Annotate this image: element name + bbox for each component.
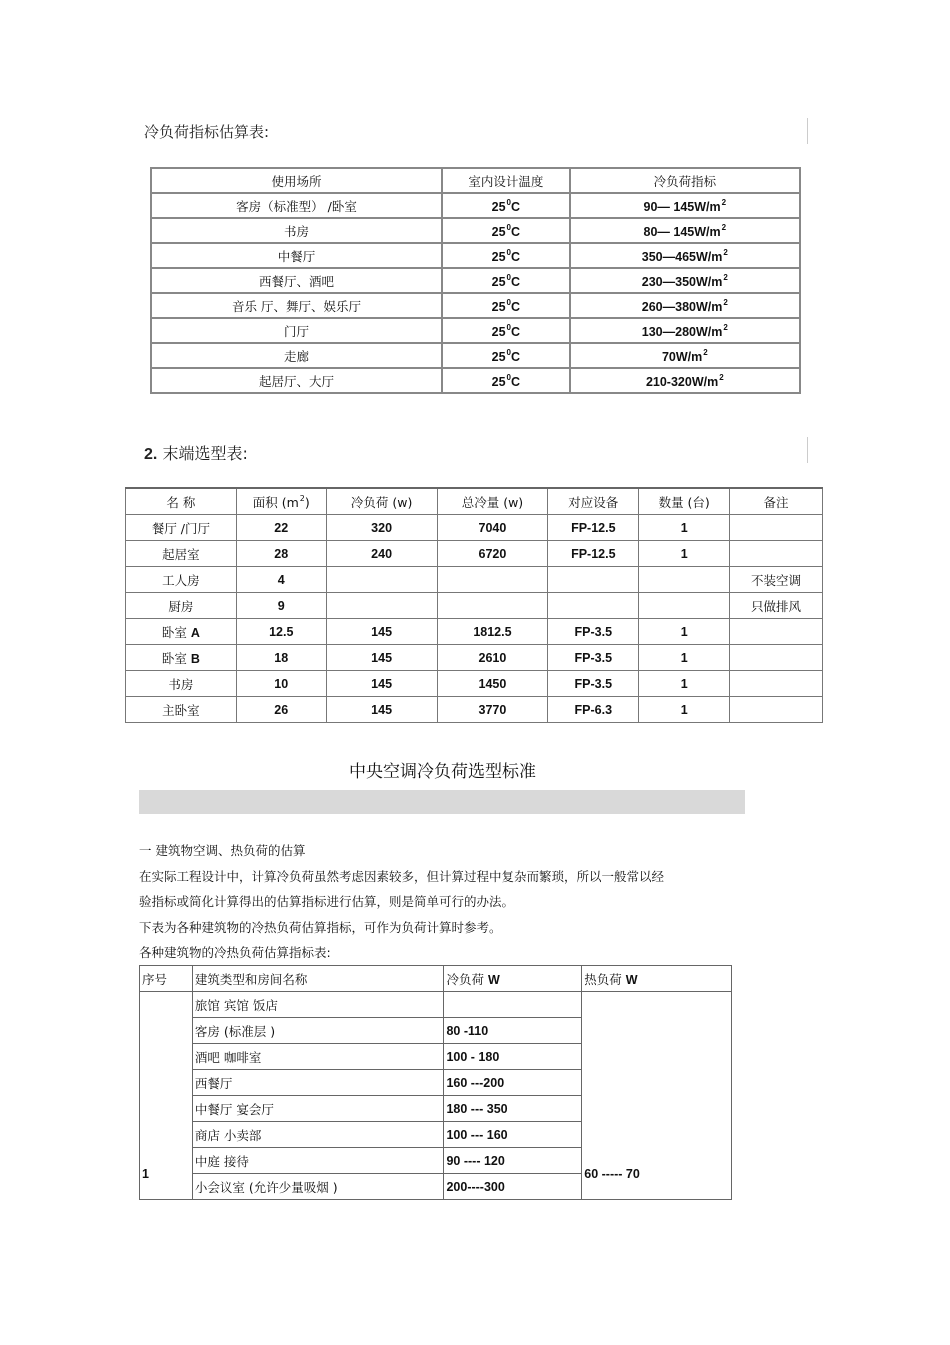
equip-cell: FP-3.5 [548, 645, 639, 671]
table-row [151, 243, 800, 268]
load-value: 80— 145W/m [643, 224, 721, 239]
table-row [140, 992, 732, 1018]
load-cell [326, 567, 437, 593]
header-load: 冷负荷指标 [570, 168, 800, 193]
load-sup: 2 [723, 247, 728, 257]
load-cell [570, 268, 800, 293]
table-row [126, 619, 823, 645]
cold-load-cell: 100 - 180 [444, 1044, 582, 1070]
load-value: 130—280W/m [641, 324, 723, 339]
equip-cell: FP-3.5 [548, 671, 639, 697]
paragraph-line: 各种建筑物的冷热负荷估算指标表: [139, 945, 331, 960]
note-cell [730, 619, 823, 645]
table-row [151, 268, 800, 293]
table-row [151, 368, 800, 393]
place-cell: 起居厅、大厅 [151, 368, 442, 393]
equip-cell: FP-12.5 [548, 541, 639, 567]
cold-load-cell [444, 992, 582, 1018]
equip-cell [548, 593, 639, 619]
header-cold-label: 冷负荷 [446, 971, 484, 987]
load-value: 210-320W/m [645, 374, 719, 389]
load-value: 70W/m [661, 349, 703, 364]
name-cell [126, 645, 237, 671]
load-cell: 145 [326, 619, 437, 645]
section2-number: 2. [144, 446, 158, 463]
total-cell: 1812.5 [437, 619, 548, 645]
area-cell: 28 [236, 541, 326, 567]
room-name-cell: 旅馆 宾馆 饭店 [192, 992, 444, 1018]
temp-cell [442, 193, 570, 218]
name-cell [126, 567, 237, 593]
name-cell [126, 541, 237, 567]
room-name-cell: 商店 小卖部 [192, 1122, 444, 1148]
load-sup: 2 [723, 322, 728, 332]
area-cell: 4 [236, 567, 326, 593]
table-row [151, 343, 800, 368]
load-cell [570, 368, 800, 393]
header-equip: 对应设备 [548, 488, 639, 515]
cold-load-cell: 90 ---- 120 [444, 1148, 582, 1174]
place-cell: 走廊 [151, 343, 442, 368]
name-cell [126, 515, 237, 541]
degree-sup: 0 [506, 247, 511, 257]
cold-load-cell: 200----300 [444, 1174, 582, 1200]
name-text: 厨房 [168, 598, 194, 614]
header-heat [582, 966, 732, 992]
temp-value: 25 [491, 324, 506, 339]
temp-unit: C [510, 324, 521, 339]
cold-load-cell: 100 --- 160 [444, 1122, 582, 1148]
degree-sup: 0 [506, 322, 511, 332]
place-cell: 客房（标准型） /卧室 [151, 193, 442, 218]
temp-value: 25 [491, 224, 506, 239]
table-header-row [151, 168, 800, 193]
area-cell: 9 [236, 593, 326, 619]
note-cell [730, 697, 823, 723]
room-name-cell: 中餐厅 宴会厅 [192, 1096, 444, 1122]
load-sup: 2 [703, 347, 708, 357]
note-cell [730, 671, 823, 697]
area-sup: 2 [299, 493, 305, 503]
area-cell: 18 [236, 645, 326, 671]
paragraph-line: 下表为各种建筑物的冷热负荷估算指标，可作为负荷计算时参考。 [139, 919, 502, 935]
load-cell [570, 318, 800, 343]
header-total: 总冷量 (w) [437, 488, 548, 515]
note-cell [730, 645, 823, 671]
section2-divider [806, 437, 808, 463]
total-cell [437, 593, 548, 619]
place-cell: 中餐厅 [151, 243, 442, 268]
header-note: 备注 [730, 488, 823, 515]
load-sup: 2 [721, 222, 727, 232]
table-row [151, 318, 800, 343]
equip-cell: FP-6.3 [548, 697, 639, 723]
load-cell: 240 [326, 541, 437, 567]
name-cell [126, 697, 237, 723]
note-cell [730, 515, 823, 541]
load-sup: 2 [723, 272, 728, 282]
building-load-table [139, 965, 732, 1200]
cooling-index-table [150, 167, 801, 394]
temp-cell [442, 268, 570, 293]
note-cell: 只做排风 [730, 593, 823, 619]
total-cell: 1450 [437, 671, 548, 697]
temp-unit: C [510, 199, 521, 214]
total-cell: 3770 [437, 697, 548, 723]
area-cell: 22 [236, 515, 326, 541]
header-area-label: 面积 (m [252, 494, 299, 510]
header-name: 名 称 [126, 488, 237, 515]
area-cell: 12.5 [236, 619, 326, 645]
temp-unit: C [510, 299, 521, 314]
cold-load-cell: 80 -110 [444, 1018, 582, 1044]
total-cell: 2610 [437, 645, 548, 671]
paragraph-line: 一 建筑物空调、热负荷的估算 [139, 843, 306, 858]
name-text: 卧室 [161, 624, 187, 640]
load-cell [570, 193, 800, 218]
table-row [126, 671, 823, 697]
table-row [126, 645, 823, 671]
name-suffix: A [190, 625, 200, 640]
degree-sup: 0 [506, 197, 511, 207]
load-cell [570, 343, 800, 368]
temp-unit: C [510, 224, 521, 239]
table-row [126, 697, 823, 723]
qty-cell [639, 567, 730, 593]
load-sup: 2 [719, 372, 724, 382]
load-sup: 2 [721, 197, 727, 207]
header-place: 使用场所 [151, 168, 442, 193]
area-cell: 26 [236, 697, 326, 723]
equip-cell [548, 567, 639, 593]
name-cell [126, 671, 237, 697]
load-cell [570, 243, 800, 268]
header-load: 冷负荷 (w) [326, 488, 437, 515]
cold-load-cell: 180 --- 350 [444, 1096, 582, 1122]
name-text: 书房 [168, 676, 194, 692]
table-row [126, 515, 823, 541]
name-text: 餐厅 /门厅 [151, 520, 210, 536]
temp-unit: C [510, 374, 521, 389]
table-row [126, 593, 823, 619]
temp-value: 25 [491, 299, 506, 314]
header-type: 建筑类型和房间名称 [192, 966, 444, 992]
room-name-cell: 客房 (标准层 ) [192, 1018, 444, 1044]
temp-cell [442, 293, 570, 318]
group-no-cell: 1 [140, 992, 193, 1200]
area-cell: 10 [236, 671, 326, 697]
qty-cell: 1 [639, 541, 730, 567]
load-sup: 2 [723, 297, 728, 307]
load-cell [326, 593, 437, 619]
equip-cell: FP-3.5 [548, 619, 639, 645]
load-cell: 145 [326, 671, 437, 697]
temp-unit: C [510, 349, 521, 364]
degree-sup: 0 [506, 297, 511, 307]
name-text: 主卧室 [162, 702, 200, 718]
load-value: 230—350W/m [641, 274, 723, 289]
load-value: 260—380W/m [641, 299, 723, 314]
name-text: 工人房 [162, 572, 200, 588]
note-cell: 不装空调 [730, 567, 823, 593]
room-name-cell: 西餐厅 [192, 1070, 444, 1096]
section3-paragraphs [139, 838, 839, 966]
load-cell: 320 [326, 515, 437, 541]
table-row [151, 218, 800, 243]
temp-cell [442, 218, 570, 243]
header-temp: 室内设计温度 [442, 168, 570, 193]
qty-cell: 1 [639, 619, 730, 645]
load-cell: 145 [326, 645, 437, 671]
table-row [151, 293, 800, 318]
temp-value: 25 [491, 374, 506, 389]
temp-value: 25 [491, 274, 506, 289]
temp-cell [442, 343, 570, 368]
temp-value: 25 [491, 199, 506, 214]
note-cell [730, 541, 823, 567]
cold-load-cell: 160 ---200 [444, 1070, 582, 1096]
room-name-cell: 中庭 接待 [192, 1148, 444, 1174]
total-cell: 6720 [437, 541, 548, 567]
qty-cell: 1 [639, 645, 730, 671]
section3-title: 中央空调冷负荷选型标准 [349, 762, 536, 782]
room-name-cell: 小会议室 (允许少量吸烟 ) [192, 1174, 444, 1200]
place-cell: 门厅 [151, 318, 442, 343]
paragraph-line: 在实际工程设计中，计算冷负荷虽然考虑因素较多，但计算过程中复杂而繁琐，所以一般常以经 [139, 868, 665, 884]
heat-load-cell: 60 ----- 70 [582, 992, 732, 1200]
name-text: 起居室 [162, 546, 200, 562]
header-heat-unit: W [625, 972, 638, 987]
temp-cell [442, 243, 570, 268]
name-text: 卧室 [161, 650, 187, 666]
temp-unit: C [510, 249, 521, 264]
temp-value: 25 [491, 249, 506, 264]
table-header-row [140, 966, 732, 992]
header-cold-unit: W [487, 972, 500, 987]
degree-sup: 0 [506, 372, 511, 382]
section1-title: 冷负荷指标估算表: [144, 123, 270, 141]
table-row [126, 541, 823, 567]
qty-cell [639, 593, 730, 619]
place-cell: 书房 [151, 218, 442, 243]
degree-sup: 0 [506, 272, 511, 282]
degree-sup: 0 [506, 347, 511, 357]
temp-value: 25 [491, 349, 506, 364]
load-value: 90— 145W/m [643, 199, 721, 214]
header-cold [444, 966, 582, 992]
name-suffix: B [190, 651, 200, 666]
total-cell: 7040 [437, 515, 548, 541]
table-row [126, 567, 823, 593]
terminal-selection-table [125, 487, 823, 723]
load-cell [570, 218, 800, 243]
qty-cell: 1 [639, 515, 730, 541]
load-cell [570, 293, 800, 318]
gray-banner [139, 790, 745, 814]
table-header-row [126, 488, 823, 515]
temp-unit: C [510, 274, 521, 289]
section2-title-text: 末端选型表: [162, 444, 248, 463]
section1-divider [806, 118, 808, 144]
header-no: 序号 [140, 966, 193, 992]
header-qty: 数量 (台) [639, 488, 730, 515]
equip-cell: FP-12.5 [548, 515, 639, 541]
qty-cell: 1 [639, 671, 730, 697]
name-cell [126, 619, 237, 645]
area-close: ) [304, 494, 310, 510]
table-row [151, 193, 800, 218]
place-cell: 西餐厅、酒吧 [151, 268, 442, 293]
header-heat-label: 热负荷 [584, 971, 622, 987]
paragraph-line: 验指标或简化计算得出的估算指标进行估算，则是简单可行的办法。 [139, 894, 515, 909]
name-cell [126, 593, 237, 619]
qty-cell: 1 [639, 697, 730, 723]
section2-title [144, 441, 248, 464]
temp-cell [442, 368, 570, 393]
room-name-cell: 酒吧 咖啡室 [192, 1044, 444, 1070]
degree-sup: 0 [506, 222, 511, 232]
temp-cell [442, 318, 570, 343]
header-area [236, 488, 326, 515]
load-cell: 145 [326, 697, 437, 723]
load-value: 350—465W/m [641, 249, 723, 264]
total-cell [437, 567, 548, 593]
place-cell: 音乐 厅、舞厅、娱乐厅 [151, 293, 442, 318]
